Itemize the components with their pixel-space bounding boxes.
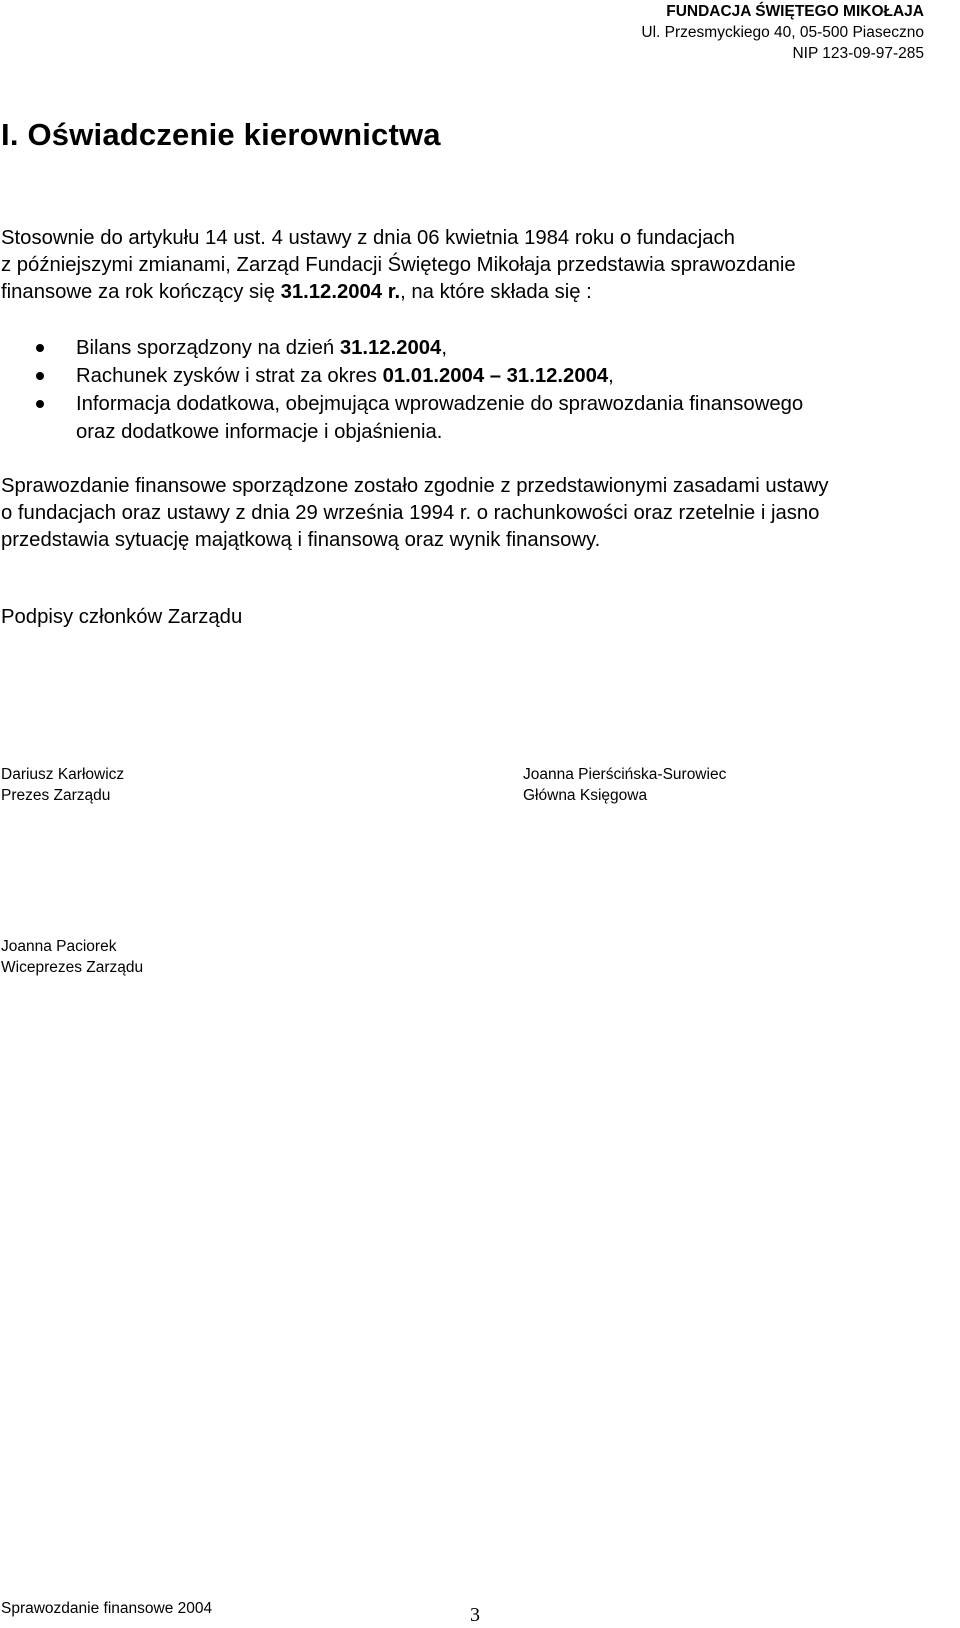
signature-block [1, 936, 143, 978]
list-item-text: , [608, 365, 614, 387]
intro-paragraph [1, 225, 941, 306]
section-title: I. Oświadczenie kierownictwa [1, 117, 441, 152]
statement-line: przedstawia sytuację majątkową i finansową oraz wynik finansowy. [1, 529, 601, 551]
list-item-date: 31.12.2004 [339, 337, 442, 359]
organization-address: Ul. Przesmyckiego 40, 05-500 Piaseczno [641, 24, 924, 41]
statement-line: Sprawozdanie finansowe sporządzone zostało zgodnie z przedstawionymi zasadami ustawy [1, 475, 829, 497]
organization-name: FUNDACJA ŚWIĘTEGO MIKOŁAJA [666, 3, 924, 20]
signatory-name: Dariusz Karłowicz [1, 766, 125, 783]
document-header [641, 1, 924, 64]
list-item-date: 01.01.2004 – 31.12.2004 [382, 365, 609, 387]
signatory-role: Główna Księgowa [523, 787, 648, 804]
report-components-list [0, 334, 940, 446]
intro-text: , na które składa się : [400, 281, 592, 303]
list-item-text: , [441, 337, 447, 359]
bullet-icon [36, 372, 44, 380]
signature-block [523, 764, 726, 806]
list-item [0, 390, 940, 446]
organization-nip: NIP 123-09-97-285 [792, 45, 924, 62]
bullet-icon [36, 344, 44, 352]
signatures-title: Podpisy członków Zarządu [1, 606, 243, 628]
intro-line: z późniejszymi zmianami, Zarząd Fundacji Świętego Mikołaja przedstawia sprawozdanie [1, 254, 796, 276]
statement-line: o fundacjach oraz ustawy z dnia 29 września 1994 r. o rachunkowości oraz rzetelnie i jasno [1, 502, 820, 524]
signatory-name: Joanna Paciorek [1, 938, 117, 955]
intro-line [1, 279, 941, 306]
intro-line: Stosownie do artykułu 14 ust. 4 ustawy z dnia 06 kwietnia 1984 roku o fundacjach [1, 227, 735, 249]
list-item-text: oraz dodatkowe informacje i objaśnienia. [76, 421, 443, 443]
intro-text: finansowe za rok kończący się [1, 281, 281, 303]
signature-block [1, 764, 124, 806]
intro-date: 31.12.2004 r. [280, 281, 401, 303]
statement-paragraph [1, 473, 941, 554]
signatory-role: Prezes Zarządu [1, 787, 111, 804]
list-item-text: Bilans sporządzony na dzień [76, 337, 340, 359]
signatory-role: Wiceprezes Zarządu [1, 959, 144, 976]
list-item [0, 362, 940, 390]
list-item-text: Informacja dodatkowa, obejmująca wprowadzenie do sprawozdania finansowego [76, 393, 804, 415]
bullet-icon [36, 400, 44, 408]
list-item [0, 334, 940, 362]
signatory-name: Joanna Pierścińska-Surowiec [523, 766, 727, 783]
page-number: 3 [470, 1604, 480, 1626]
footer-label: Sprawozdanie finansowe 2004 [1, 1600, 213, 1617]
list-item-text: Rachunek zysków i strat za okres [76, 365, 383, 387]
